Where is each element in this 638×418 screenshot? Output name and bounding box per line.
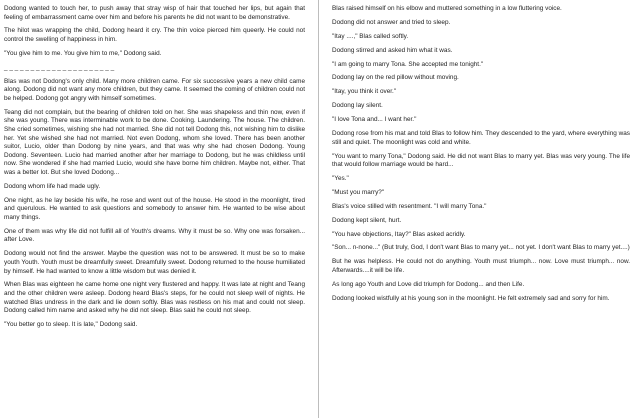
paragraph: "Must you marry?" <box>332 188 385 196</box>
paragraph: Blas's voice stilled with resentment. "I will marry Tona." <box>332 202 487 210</box>
paragraph: "You want to marry Tona," Dodong said. He did not want Blas to marry yet. Blas was very young. The life that would follow marriage would be hard... <box>332 152 632 169</box>
paragraph: "Itay, you think it over." <box>332 88 397 96</box>
paragraph: Dodong kept silent, hurt. <box>332 216 402 224</box>
paragraph: When Blas was eighteen he came home one night very flustered and happy. It was late at night and Teang and the other children were asleep. Dodong heard Blas's steps, for he could not sleep well of nights. He watched Blas undress in the dark and lie down softly. Blas was restless on his mat and could not sleep. Dodong called him name and asked why he did not sleep. Blas said he could not sleep. <box>4 281 307 315</box>
paragraph: But he was helpless. He could not do anything. Youth must triumph... now. Love must triumph... now. Afterwards....it will be life. <box>332 258 632 274</box>
paragraph: "I am going to marry Tona. She accepted me tonight." <box>332 60 484 68</box>
paragraph: Blas was not Dodong's only child. Many more children came. For six successive years a new child came along. Dodong did not want any more children, but they came. It seemed the coming of children could not be helped. Dodong got angry with himself sometimes. <box>4 77 307 102</box>
paragraph: "You give him to me. You give him to me," Dodong said. <box>4 49 162 57</box>
paragraph: Dodong rose from his mat and told Blas to follow him. They descended to the yard, where everything was still and quiet. The moonlight was cold and white. <box>332 130 632 146</box>
paragraph: Dodong lay on the red pillow without moving. <box>332 74 459 82</box>
paragraph: Dodong did not answer and tried to sleep. <box>332 18 451 26</box>
paragraph: "Itay ....," Blas called softly. <box>332 32 409 40</box>
paragraph: One night, as he lay beside his wife, he rose and went out of the house. He stood in the moonlight, tired and querulous. He wanted to ask questions and somebody to answer him. He wanted to be wise about many things. <box>4 196 307 221</box>
paragraph: One of them was why life did not fulfill all of Youth's dreams. Why it must be so. Why one was forsaken... after Love. <box>4 227 307 244</box>
paragraph: Dodong wanted to touch her, to push away that stray wisp of hair that touched her lips, but again that feeling of embarrassment came over him and before his parents he did not want to be demonstrative. <box>4 5 307 21</box>
paragraph: Dodong stirred and asked him what it was. <box>332 46 453 54</box>
paragraph: Teang did not complain, but the bearing of children told on her. She was shapeless and thin now, even if she was young. There was interminable work to be done. Cooking. Laundering. The house. The children. She cried sometimes, wishing she had not married. She did not tell Dodong this, not wishing him to dislike her. Yet she wished she had not married. Not even Dodong, whom she loved. There has been another suitor, Lucio, older than Dodong by nine years, and that was why she had chosen Dodong. Young Dodong. Seventeen. Lucio had married another after her marriage to Dodong, but he was childless until now. She wondered if she had married Lucio, would she have borne him children. Maybe not, either. That was a better lot. But she loved Dodong... <box>4 108 307 176</box>
paragraph: The hilot was wrapping the child, Dodong heard it cry. The thin voice pierced him queerly. He could not control the swelling of happiness in him. <box>4 27 307 44</box>
paragraph: "You have objections, Itay?" Blas asked acridly. <box>332 230 466 238</box>
paragraph: Blas raised himself on his elbow and muttered something in a low fluttering voice. <box>332 5 562 12</box>
section-divider: _ _ _ _ _ _ _ _ _ _ _ _ _ _ _ _ _ _ _ _ _ <box>4 63 115 71</box>
paragraph: As long ago Youth and Love did triumph for Dodong... and then Life. <box>332 280 525 288</box>
paragraph: "You better go to sleep. It is late," Dodong said. <box>4 321 138 329</box>
paragraph: Dodong looked wistfully at his young son in the moonlight. He felt extremely sad and sorry for him. <box>332 294 610 302</box>
paragraph: Dodong whom life had made ugly. <box>4 182 101 190</box>
paragraph: "Yes." <box>332 174 349 182</box>
paragraph: Dodong would not find the answer. Maybe the question was not to be answered. It must be so to make youth Youth. Youth must be dreamfully sweet. Dreamfully sweet. Dodong returned to the house humiliated by himself. He had wanted to know a little wisdom but was denied it. <box>4 250 307 275</box>
right-column <box>319 0 638 418</box>
paragraph: "Son... n-none..." (But truly, God, I don't want Blas to marry yet... not yet. I don't want Blas to marry yet....) <box>332 244 630 252</box>
paragraph: Dodong lay silent. <box>332 102 383 110</box>
paragraph: "I love Tona and... I want her." <box>332 116 417 124</box>
